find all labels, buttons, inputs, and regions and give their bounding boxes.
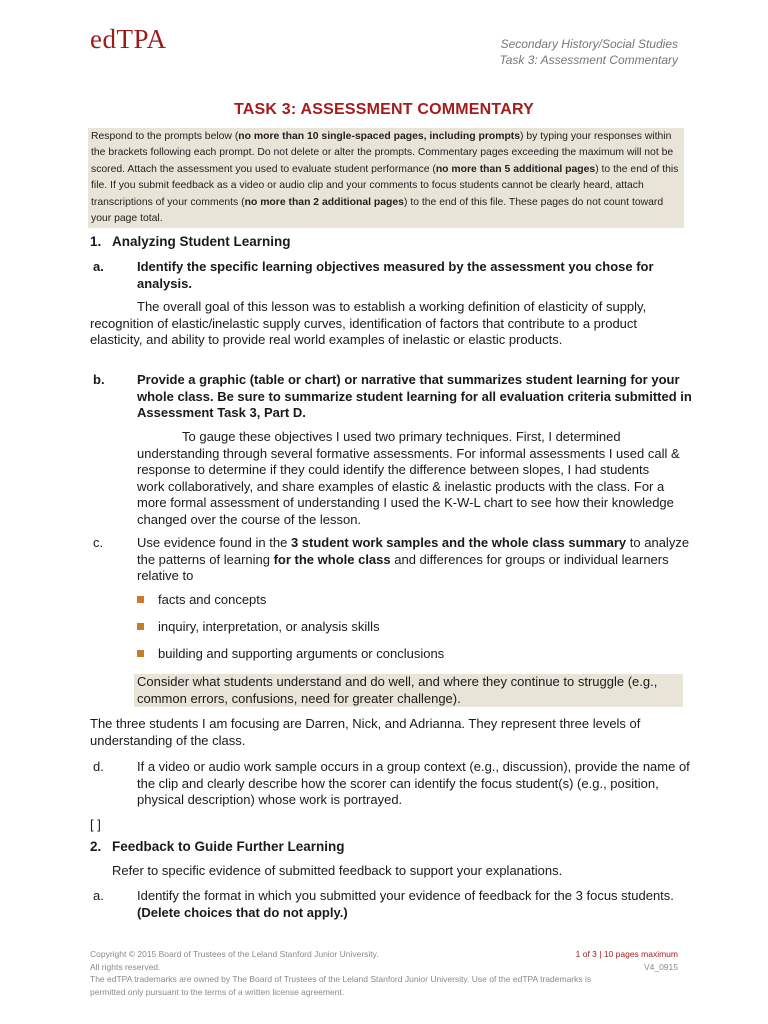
prompt-text: If a video or audio work sample occurs in a group context (e.g., discussion), provide the name of the clip and clearly describe how the scorer can identify the focus student(s) (e.g., position, physical description) whose work is portrayed. (137, 759, 690, 807)
bullet-text: building and supporting arguments or conclusions (158, 646, 445, 661)
prompt-text: Identify the format in which you submitted your evidence of feedback for the 3 focus students. (137, 888, 674, 903)
version-label: V4_0915 (643, 961, 678, 972)
prompt-2a (93, 888, 702, 921)
prompt-marker: a. (93, 888, 104, 903)
square-bullet-icon (137, 650, 144, 657)
header-subject: Secondary History/Social Studies (500, 37, 678, 51)
bullet-item (137, 646, 444, 663)
section-title: Feedback to Guide Further Learning (112, 839, 345, 854)
prompt-marker: b. (93, 372, 105, 387)
instructions-text: ) to the end of this file. These pages do not count toward your page total. (91, 196, 664, 225)
prompt-1c (93, 535, 702, 585)
page-title: TASK 3: ASSESSMENT COMMENTARY (233, 101, 535, 118)
section-number: 1. (90, 234, 102, 249)
bullet-text: facts and concepts (158, 592, 267, 607)
prompt-note: (Delete choices that do not apply.) (137, 904, 348, 920)
instructions-box (88, 128, 684, 228)
prompt-bold: 3 student work samples and the whole class summary (290, 535, 627, 550)
instructions-bold: no more than 2 additional pages (244, 196, 404, 208)
bullet-item (137, 592, 266, 609)
square-bullet-icon (137, 596, 144, 603)
prompt-text: Provide a graphic (table or chart) or narrative that summarizes student learning for your whole class. Be sure to summarize student learning for all evaluation criteria submitted in Assessment Task 3, Part D. (137, 372, 692, 420)
instructions-text: Respond to the prompts below ( (91, 131, 239, 142)
prompt-text: and differences for groups or individual learners relative to (137, 551, 669, 583)
section-2-heading (90, 839, 345, 856)
section-title: Analyzing Student Learning (112, 234, 291, 249)
square-bullet-icon (137, 623, 144, 630)
response-1c: The three students I am focusing are Darren, Nick, and Adrianna. They represent three levels of understanding of the class. (90, 716, 641, 748)
bullet-text: inquiry, interpretation, or analysis skills (158, 619, 380, 634)
prompt-1d (93, 759, 702, 809)
prompt-1a (93, 259, 697, 292)
section-2-intro: Refer to specific evidence of submitted feedback to support your explanations. (112, 863, 563, 878)
prompt-marker: d. (93, 759, 104, 774)
section-number: 2. (90, 839, 102, 854)
prompt-1b (93, 372, 697, 422)
page-count: 1 of 3 | 10 pages maximum (575, 949, 678, 959)
prompt-text: to analyze the patterns of learning (137, 535, 690, 567)
edtpa-logo: edTPA (90, 24, 167, 54)
section-1-heading (90, 234, 291, 251)
prompt-bold: for the whole class (273, 551, 391, 567)
running-header (499, 36, 678, 68)
footer-trademark: The edTPA trademarks are owned by The Board of Trustees of the Leland Stanford Junior University. Use of the edTPA trademarks is permitted only pursuant to the terms of a written license agreement. (90, 974, 592, 997)
instructions-text: ) by typing your responses within the brackets following each prompt. Do not delete or alter the prompts. Commentary pages exceeding the maximum will not be scored. Attach the assessment you used to evaluate student performance ( (91, 131, 674, 175)
response-1a: The overall goal of this lesson was to establish a working definition of elasticity of supply, recognition of elastic/inelastic supply curves, identification of factors that contribute to a product elasticity, and ability to provide real world examples of inelastic or elastic products. (90, 299, 647, 347)
response-1b: To gauge these objectives I used two primary techniques. First, I determined understanding through several formative assessments. For informal assessments I used call & response to determine if they could identify the difference between slopes, I had students work collaboratively, and share examples of elastic & inelastic products with the class. For a more formal assessment of understanding I used the K-W-L chart to see how their knowledge changed over the course of the lesson. (137, 429, 680, 527)
bullet-item (137, 619, 380, 636)
prompt-marker: a. (93, 259, 104, 274)
instructions-bold: no more than 5 additional pages (435, 163, 596, 175)
header-task: Task 3: Assessment Commentary (499, 53, 678, 67)
footer-page-info (576, 948, 678, 973)
footer-legal (90, 948, 610, 998)
instructions-bold: no more than 10 single-spaced pages, including prompts (238, 131, 521, 142)
footer-rights: All rights reserved. (90, 961, 161, 972)
instructions-text: ) to the end of this file. If you submit feedback as a video or audio clip and your comments to focus students cannot be clearly heard, attach transcriptions of your comments ( (91, 163, 679, 208)
prompt-text: Use evidence found in the (137, 535, 291, 550)
prompt-marker: c. (93, 535, 104, 550)
footer-copyright: Copyright © 2015 Board of Trustees of the Leland Stanford Junior University. (90, 949, 379, 959)
consider-note: Consider what students understand and do well, and where they continue to struggle (e.g., common errors, confusions, need for greater challenge). (134, 674, 683, 707)
prompt-text: Identify the specific learning objectives measured by the assessment you chose for analysis. (137, 259, 654, 291)
response-1d[interactable]: [ ] (90, 817, 101, 832)
